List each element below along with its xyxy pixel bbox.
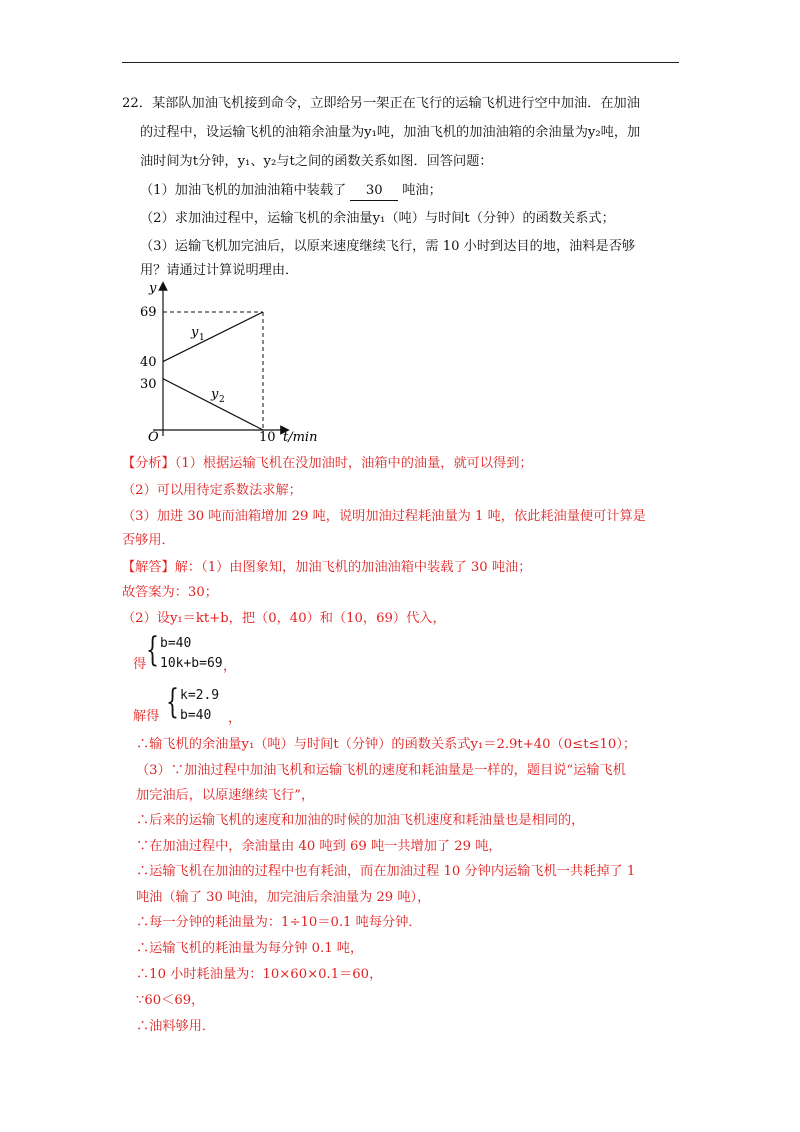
equation-a-1: b=40 <box>160 636 192 651</box>
question-part-1 <box>140 182 442 201</box>
series-y2-subscript: 2 <box>219 395 225 405</box>
answer-line-6: 加完油后，以原速继续飞行”， <box>136 788 315 803</box>
answer-line-13: ∴10 小时耗油量为：10×60×0.1＝60， <box>136 967 383 982</box>
equation-system-a-prefix: 得 <box>133 657 147 672</box>
answer-line-2: 故答案为：30； <box>122 585 218 600</box>
question-line-1: 22．某部队加油飞机接到命令，立即给另一架正在飞行的运输飞机进行空中加油．在加油 <box>122 96 640 111</box>
answer-line-5: （3）∵加油过程中加油飞机和运输飞机的速度和耗油量是一样的，题目说“运输飞机 <box>136 763 626 778</box>
question-part-1-unit: 吨油； <box>402 183 442 198</box>
question-line-3: 油时间为t分钟，y₁、y₂与t之间的函数关系如图．回答问题： <box>140 154 493 169</box>
answer-line-12: ∴运输飞机的耗油量为每分钟 0.1 吨， <box>136 941 364 956</box>
tick-label-30: 30 <box>140 377 157 392</box>
tick-label-10: 10 <box>259 430 276 445</box>
equation-b-2: b=40 <box>180 708 212 723</box>
answer-line-15: ∴油料够用． <box>136 1019 216 1034</box>
question-part-3-line-2: 用？请通过计算说明理由． <box>140 263 299 278</box>
tick-label-69: 69 <box>140 305 157 320</box>
analysis-line-1 <box>122 455 533 473</box>
answer-line-7: ∴后来的运输飞机的速度和加油的时候的加油飞机速度和耗油量也是相同的， <box>136 813 585 828</box>
question-part-2: （2）求加油过程中，运输飞机的余油量y₁（吨）与时间t（分钟）的函数关系式； <box>140 211 615 226</box>
equation-system-b-prefix: 解得 <box>133 709 160 724</box>
analysis-text-1: （1）根据运输飞机在没加油时，油箱中的油量，就可以得到； <box>174 456 533 471</box>
question-line-2: 的过程中，设运输飞机的油箱余油量为y₁吨，加油飞机的加油油箱的余油量为y₂吨，加 <box>140 125 641 140</box>
answer-line-14: ∵60＜69， <box>136 993 205 1008</box>
question-part-1-text: （1）加油飞机的加油油箱中装载了 <box>140 183 347 198</box>
equation-a-2: 10k+b=69 <box>160 656 223 671</box>
analysis-line-3: （3）加进 30 吨而油箱增加 29 吨，说明加油过程耗油量为 1 吨，依此耗油量便可计算是 <box>122 509 646 524</box>
x-axis-label: t/min <box>283 430 318 445</box>
answer-line-11: ∴每一分钟的耗油量为：1÷10＝0.1 吨每分钟． <box>136 915 422 930</box>
answer-blank: 30 <box>350 182 398 201</box>
answer-line-1 <box>122 559 531 577</box>
brace-a: { <box>146 630 159 670</box>
equation-system-b-suffix: ， <box>228 711 242 726</box>
answer-line-9: ∴运输飞机在加油的过程中也有耗油，而在加油过程 10 分钟内运输飞机一共耗掉了 1 <box>136 864 636 879</box>
series-y1-subscript: 1 <box>199 333 205 343</box>
analysis-tag: 【分析】 <box>122 456 175 471</box>
series-y2-label: y <box>211 387 219 402</box>
analysis-line-2: （2）可以用待定系数法求解； <box>122 483 302 498</box>
series-y1-line <box>163 312 263 362</box>
answer-text-1: 解：（1）由图象知，加油飞机的加油油箱中装载了 30 吨油； <box>174 560 532 575</box>
function-graph <box>135 278 335 448</box>
analysis-line-4: 否够用． <box>122 533 175 548</box>
header-rule <box>122 62 679 63</box>
y-axis-label: y <box>149 281 157 296</box>
equation-b-1: k=2.9 <box>180 688 220 703</box>
origin-label: O <box>148 430 159 445</box>
series-y1-label: y <box>191 325 199 340</box>
answer-line-8: ∵在加油过程中，余油量由 40 吨到 69 吨一共增加了 29 吨， <box>136 839 502 854</box>
question-part-3-line-1: （3）运输飞机加完油后，以原来速度继续飞行，需 10 小时到达目的地，油料是否够 <box>140 239 636 254</box>
answer-line-10: 吨油（输了 30 吨油，加完油后余油量为 29 吨）， <box>136 890 431 905</box>
equation-system-a-suffix: ， <box>223 659 237 674</box>
answer-line-4: ∴输飞机的余油量y₁（吨）与时间t（分钟）的函数关系式y₁＝2.9t+40（0≤t≤10）； <box>136 737 637 752</box>
answer-line-3: （2）设y₁＝kt+b，把（0，40）和（10，69）代入， <box>122 611 446 626</box>
answer-tag: 【解答】 <box>122 560 175 575</box>
tick-label-40: 40 <box>140 355 157 370</box>
brace-b: { <box>166 682 179 722</box>
